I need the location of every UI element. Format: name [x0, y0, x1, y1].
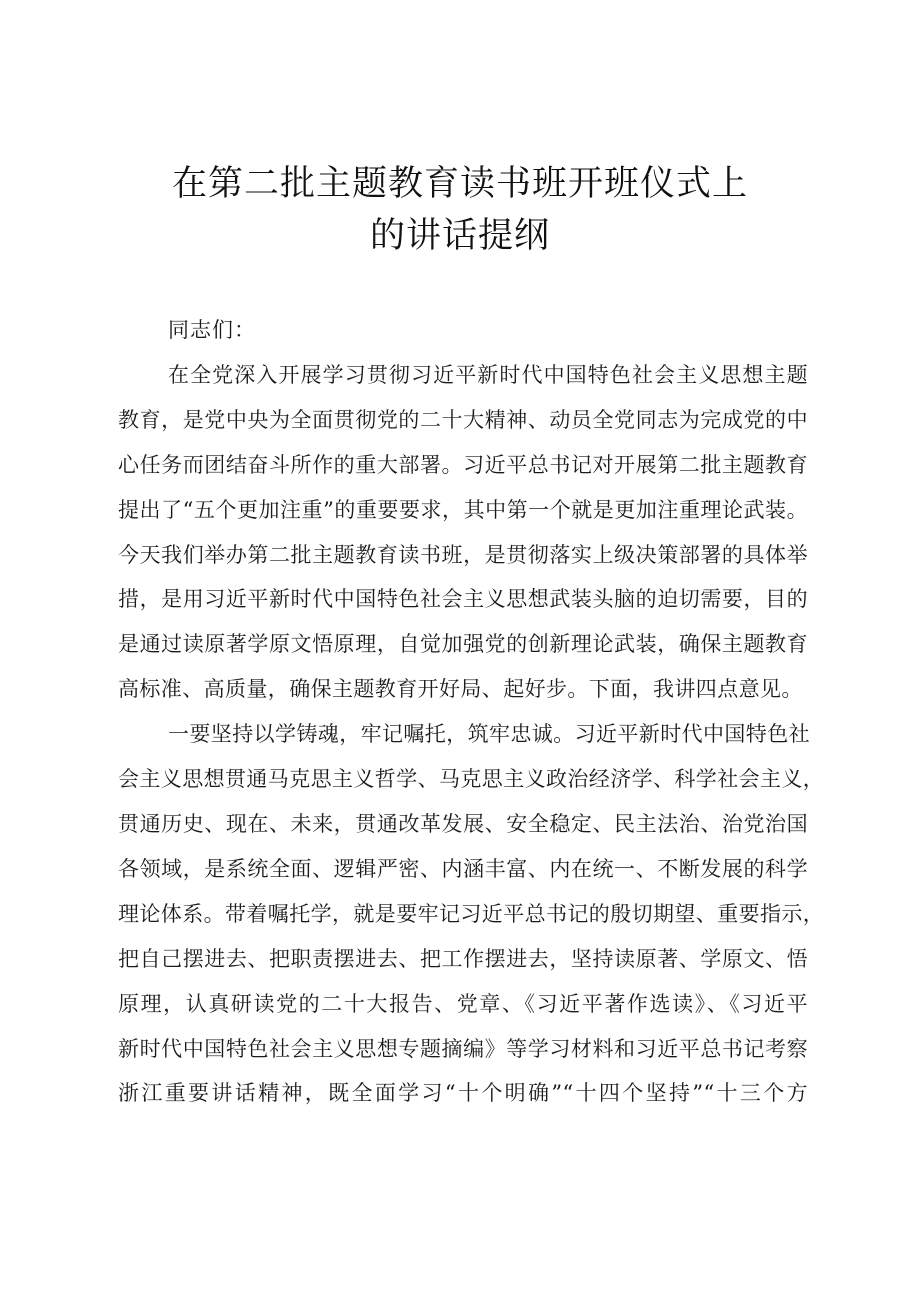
paragraph-line: 原理，认真研读党的二十大报告、党章、《习近平著作选读》、《习近平 — [118, 991, 808, 1016]
paragraph-line: 高标准、高质量，确保主题教育开好局、起好步。下面，我讲四点意见。 — [118, 677, 803, 702]
salutation: 同志们： — [168, 318, 256, 342]
paragraph-line: 浙江重要讲话精神，既全面学习“十个明确”“十四个坚持”“十三个方 — [118, 1081, 808, 1106]
paragraph-line: 各领域，是系统全面、逻辑严密、内涵丰富、内在统一、不断发展的科学 — [118, 856, 808, 881]
paragraph-line: 心任务而团结奋斗所作的重大部署。习近平总书记对开展第二批主题教育 — [118, 452, 808, 477]
paragraph-line: 是通过读原著学原文悟原理，自觉加强党的创新理论武装，确保主题教育 — [118, 632, 808, 657]
paragraph-line: 理论体系。带着嘱托学，就是要牢记习近平总书记的殷切期望、重要指示， — [118, 901, 825, 926]
paragraph-1 — [118, 353, 808, 712]
document-title — [0, 158, 920, 262]
paragraph-line: 今天我们举办第二批主题教育读书班，是贯彻落实上级决策部署的具体举 — [118, 542, 808, 567]
document-body — [118, 308, 825, 1116]
paragraph-line: 新时代中国特色社会主义思想专题摘编》等学习材料和习近平总书记考察 — [118, 1036, 808, 1061]
paragraph-2 — [118, 712, 825, 1116]
paragraph-line: 提出了“五个更加注重”的重要要求，其中第一个就是更加注重理论武装。 — [118, 497, 808, 522]
paragraph-line: 教育，是党中央为全面贯彻党的二十大精神、动员全党同志为完成党的中 — [118, 407, 808, 432]
title-line-2: 的讲话提纲 — [369, 216, 550, 256]
paragraph-line: 把自己摆进去、把职责摆进去、把工作摆进去，坚持读原著、学原文、悟 — [118, 946, 808, 971]
paragraph-line: 在全党深入开展学习贯彻习近平新时代中国特色社会主义思想主题 — [168, 362, 808, 387]
paragraph-line: 会主义思想贯通马克思主义哲学、马克思主义政治经济学、科学社会主义， — [118, 767, 825, 792]
paragraph-line: 一要坚持以学铸魂，牢记嘱托，筑牢忠诚。习近平新时代中国特色社 — [168, 722, 810, 747]
paragraph-line: 贯通历史、现在、未来，贯通改革发展、安全稳定、民主法治、治党治国 — [118, 811, 808, 836]
paragraph-line: 措，是用习近平新时代中国特色社会主义思想武装头脑的迫切需要，目的 — [118, 587, 808, 612]
title-line-1: 在第二批主题教育读书班开班仪式上 — [171, 164, 748, 204]
